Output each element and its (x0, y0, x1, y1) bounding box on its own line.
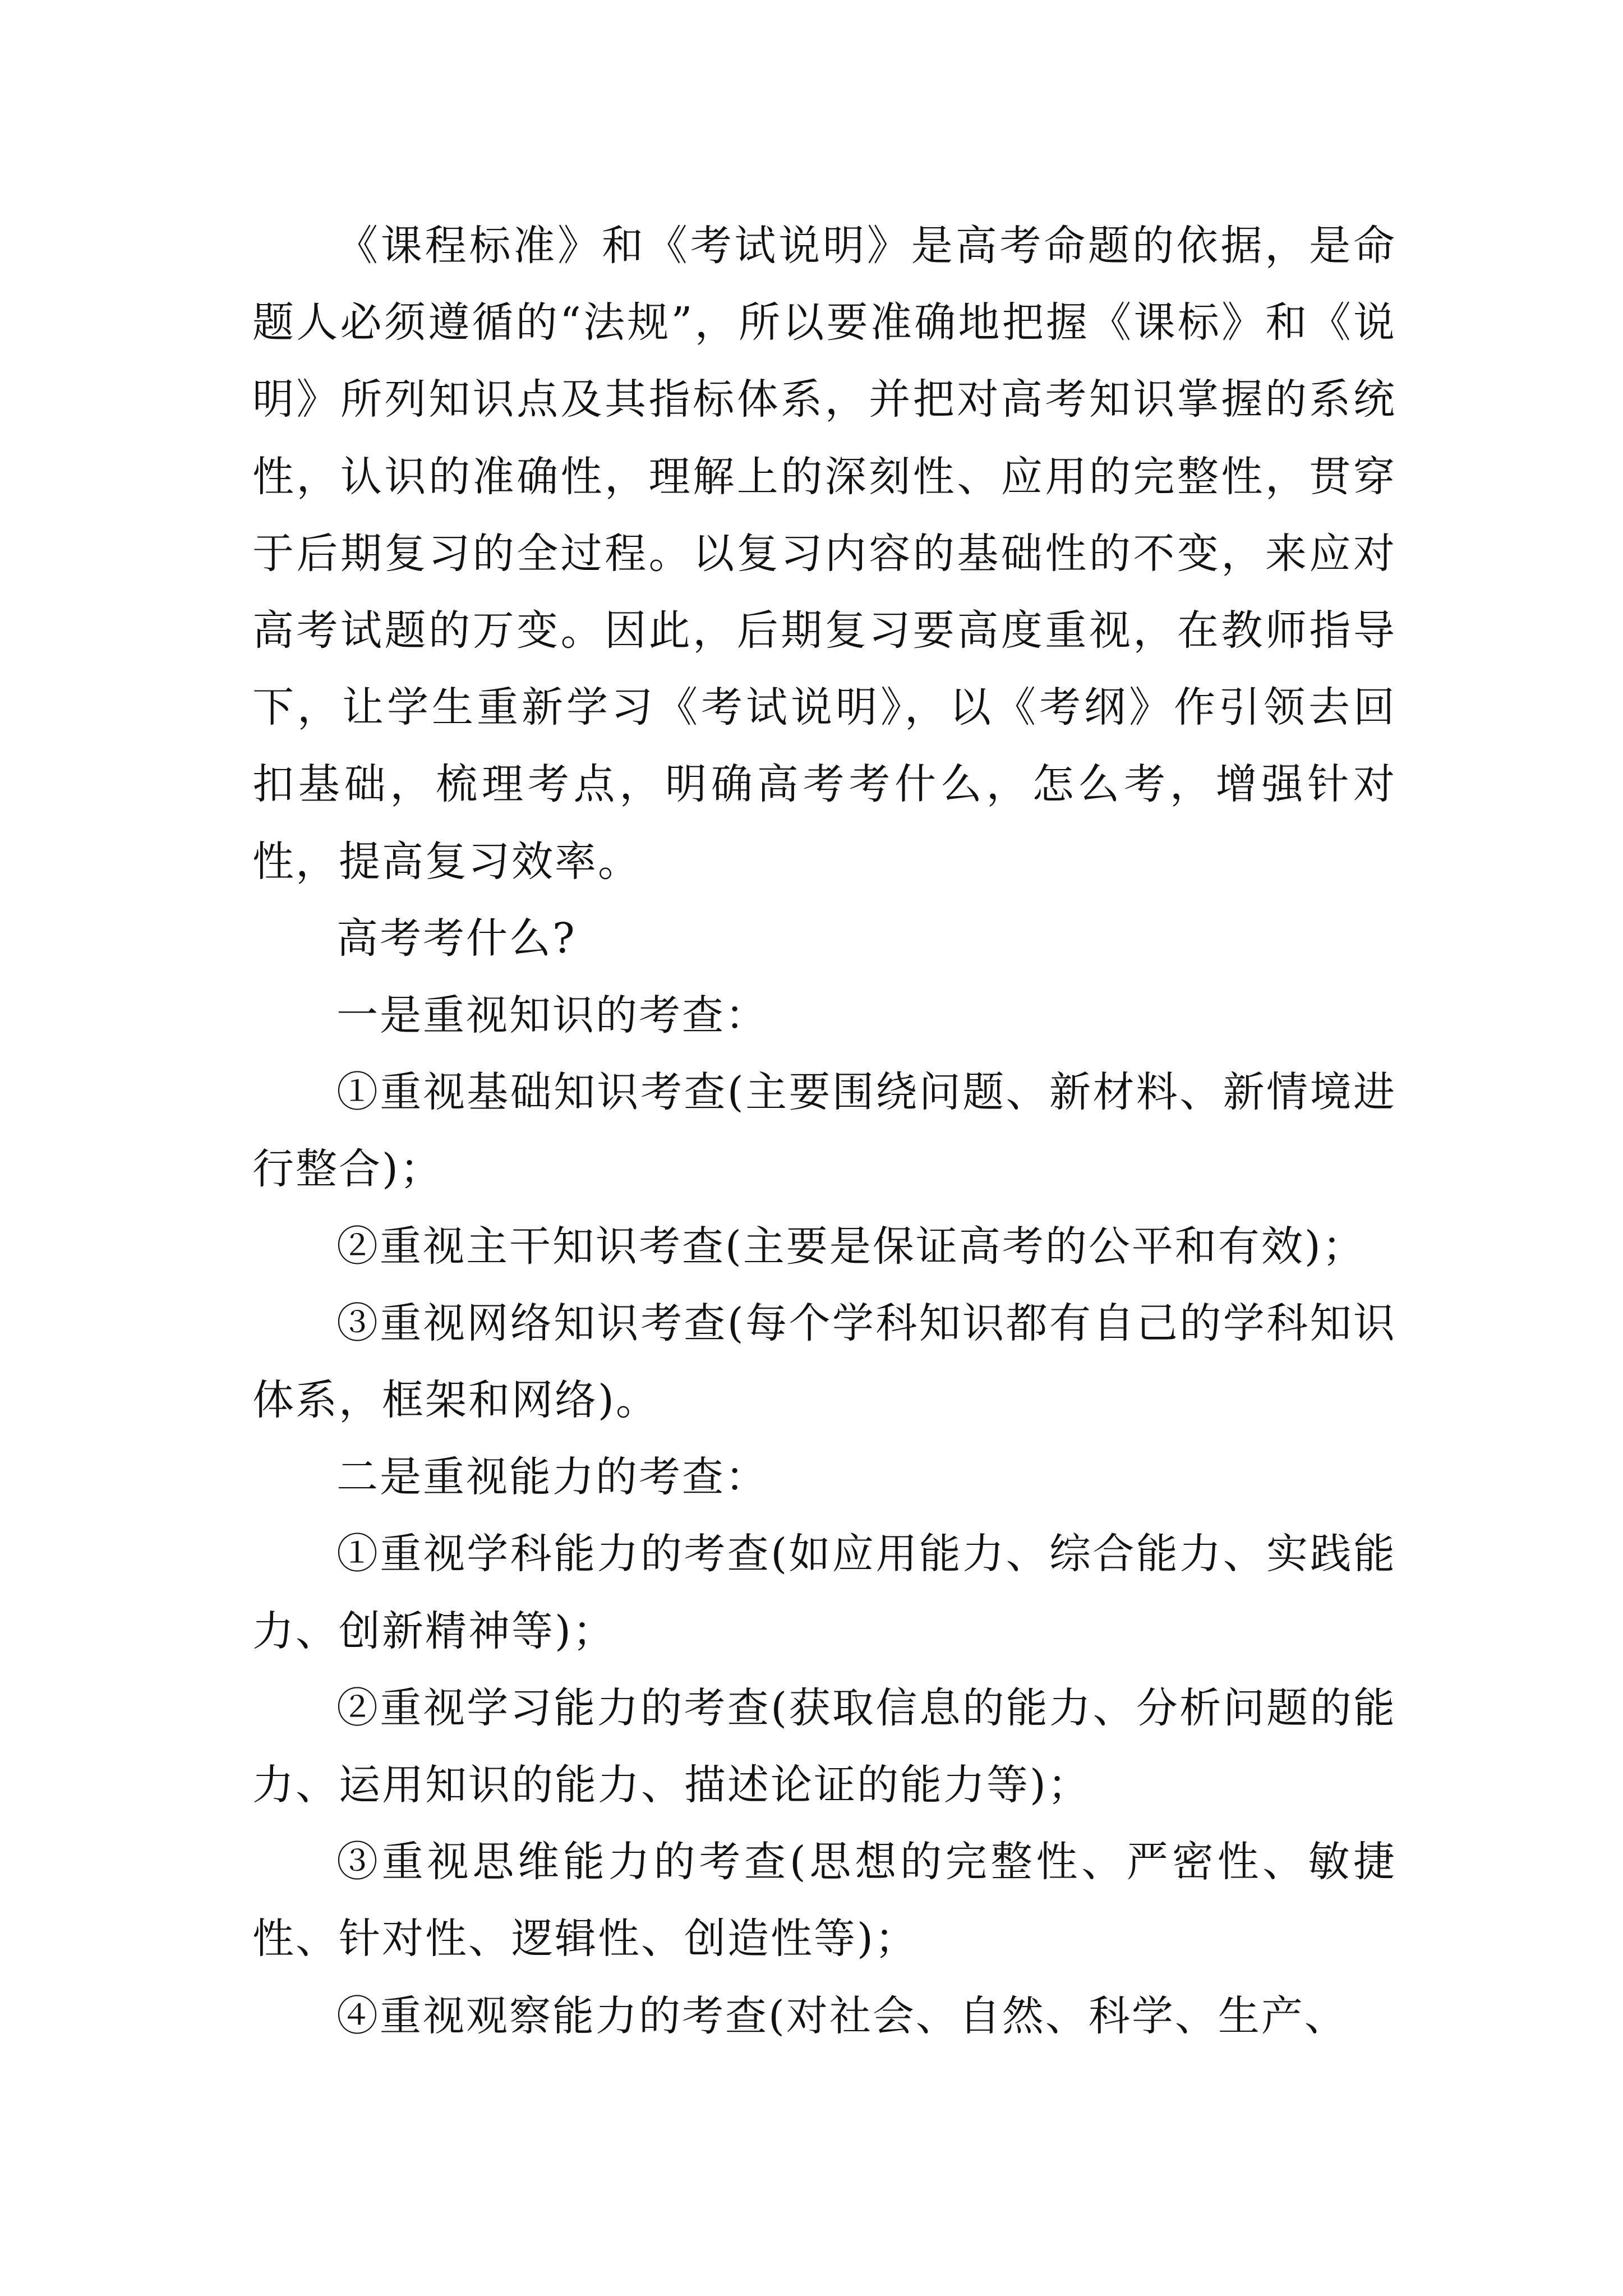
document-page (252, 208, 1396, 2055)
knowledge-item-3: ③重视网络知识考查(每个学科知识都有自己的学科知识体系，框架和网络)。 (252, 1299, 1396, 1425)
knowledge-item-2: ②重视主干知识考查(主要是保证高考的公平和有效)； (336, 1222, 1366, 1271)
ability-item-2: ②重视学习能力的考查(获取信息的能力、分析问题的能力、运用知识的能力、描述论证的能力等)； (252, 1683, 1396, 1810)
ability-item-1: ①重视学科能力的考查(如应用能力、综合能力、实践能力、创新精神等)； (252, 1530, 1396, 1655)
ability-item-3: ③重视思维能力的考查(思想的完整性、严密性、敏捷性、针对性、逻辑性、创造性等)； (252, 1838, 1396, 1963)
ability-item-4: ④重视观察能力的考查(对社会、自然、科学、生产、 (336, 1991, 1348, 2040)
knowledge-item-1: ①重视基础知识考查(主要围绕问题、新材料、新情境进行整合)； (252, 1068, 1396, 1194)
question-heading: 高考考什么? (336, 914, 577, 963)
section-two-heading: 二是重视能力的考查： (336, 1453, 768, 1502)
intro-paragraph: 《课程标准》和《考试说明》是高考命题的依据，是命题人必须遵循的“法规”，所以要准确地把握《课标》和《说明》所列知识点及其指标体系，并把对高考知识掌握的系统性，认识的准确性，理解上的深刻性、应用的完整性，贯穿于后期复习的全过程。以复习内容的基础性的不变，来应对高考试题的万变。因此，后期复习要高度重视，在教师指导下，让学生重新学习《考试说明》，以《考纲》作引领去回扣基础，梳理考点，明确高考考什么，怎么考，增强针对性，提高复习效率。 (252, 222, 1396, 886)
section-one-heading: 一是重视知识的考查： (336, 991, 768, 1040)
